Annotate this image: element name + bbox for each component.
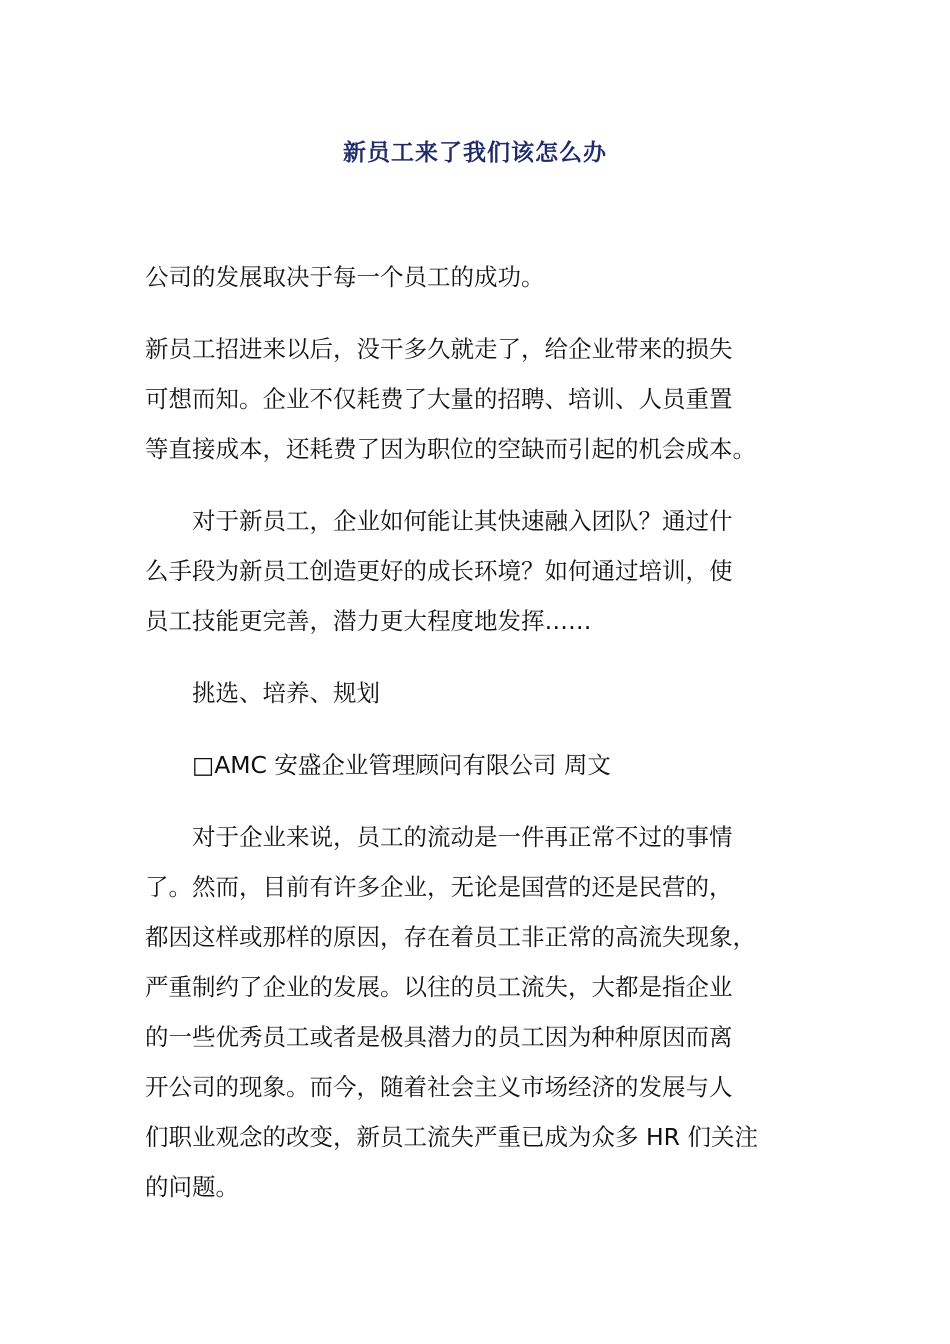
document-title: 新员工来了我们该怎么办 [343, 140, 607, 166]
paragraph-intro: 公司的发展取决于每一个员工的成功。 [145, 263, 545, 291]
paragraph-questions: 对于新员工，企业如何能让其快速融入团队？通过什 么手段为新员工创造更好的成长环境？如何通过培训，使 员工技能更完善，潜力更大程度地发挥…… [145, 507, 733, 635]
paragraph-main: 对于企业来说，员工的流动是一件再正常不过的事情 了。然而，目前有许多企业，无论是国营的还是民营的， 都因这样或那样的原因，存在着员工非正常的高流失现象， 严重制约了企业的发展。以往的员工流失，大都是指企业 的一些优秀员工或者是极具潜力的员工因为种种原因而离 开公司的现象。而今，随着社会主义市场经济的发展与人 们职业观念的改变，新员工流失严重已成为众多 HR 们关注 的问题。 [145, 823, 758, 1201]
paragraph-subtitle: 挑选、培养、规划 [192, 679, 380, 707]
paragraph-loss: 新员工招进来以后，没干多久就走了，给企业带来的损失 可想而知。企业不仅耗费了大量的招聘、培训、人员重置 等直接成本，还耗费了因为职位的空缺而引起的机会成本。 [145, 335, 756, 463]
paragraph-author: □AMC 安盛企业管理顾问有限公司 周文 [192, 751, 611, 779]
document-body [145, 252, 810, 1234]
